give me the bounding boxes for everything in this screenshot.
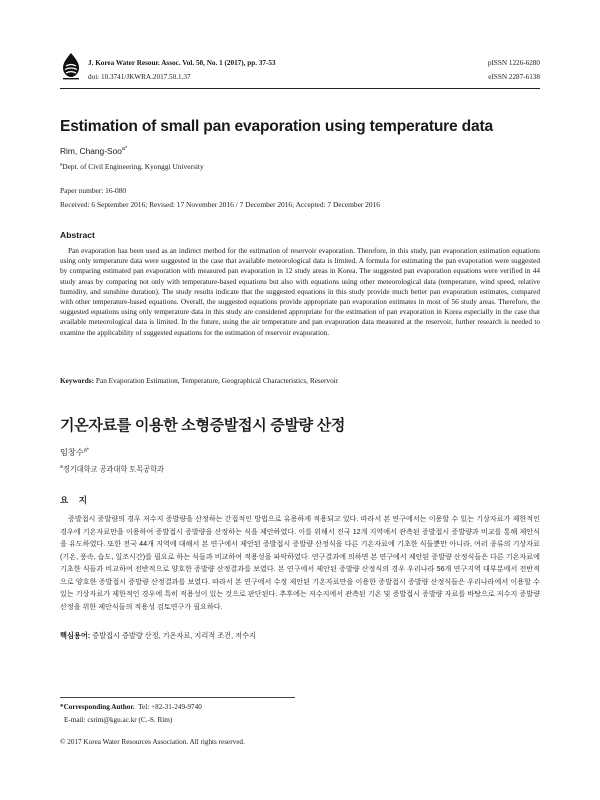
author-mark: a* (121, 146, 128, 153)
korean-title: 기온자료를 이용한 소형증발접시 증발량 산정 (60, 417, 346, 434)
header-divider (60, 88, 540, 89)
paper-number: Paper number: 16-080 (60, 186, 127, 195)
korean-author-name: 임창수 (60, 448, 84, 457)
keywords-text: Pan Evaporation Estimation, Temperature, Geographical Characteristics, Reservoir (95, 376, 339, 385)
received-dates: Received: 6 September 2016; Revised: 17 November 2016 / 7 December 2016; Accepted: 7 December 2016 (60, 200, 380, 209)
eissn-text: eISSN 2287-6138 (488, 73, 540, 81)
korean-keywords-text: 증발접시 증발량 산정, 기온자료, 지리적 조건, 저수지 (92, 631, 256, 640)
pissn-text: pISSN 1226-6280 (487, 59, 540, 67)
affiliation-mark: a (60, 162, 63, 168)
journal-logo-icon (60, 52, 82, 80)
korean-author-mark: a* (83, 447, 89, 454)
corresponding-tel: Tel: +82-31-249-9740 (138, 703, 202, 711)
journal-citation: J. Korea Water Resour. Assoc. Vol. 50, No. 1 (2017), pp. 37-53 (88, 59, 276, 67)
english-title: Estimation of small pan evaporation using temperature data (60, 118, 493, 135)
korean-author (60, 447, 89, 458)
corresponding-label: *Corresponding Author. (60, 703, 135, 711)
corresponding-email[interactable]: E-mail: csrim@kgu.ac.kr (C.-S. Rim) (64, 716, 173, 724)
korean-keywords-label: 핵심용어: (60, 631, 91, 640)
korean-affiliation-mark: a (60, 464, 63, 470)
abstract-text: Pan evaporation has been used as an indirect method for the estimation of reservoir evaporation. Therefore, in this study, pan evaporation estimation equations using only temperature data were suggested in the case that available meteorological data is limited. A formula for estimating the pan evaporation were suggested by comparing estimated pan evaporation with measured pan evaporation in 12 study areas in Korea. The suggested pan evaporation equations were verified in 44 study areas by comparing not only with temperature-based equations but also with equations using other meteorological data (temperature, wind speed, relative humidity, and sunshine duration). The study results indicate that the suggested equations in this study provide much better pan evaporation estimates, compared with other temperature-based equations. Overall, the suggested equations provide appropriate pan evaporation estimates in most of 56 study areas. Therefore, the suggested equations using only temperature data in this study are considered appropriate for the estimation of pan evaporation in Korea especially in the case that available meteorological data is limited. In the future, using the air temperature and pan evaporation data measured at the reservoir, further research is needed to examine the applicability of suggested equations for the estimation of reservoir evaporation. (60, 246, 540, 337)
english-affiliation (60, 162, 204, 171)
footnote-divider (60, 697, 295, 698)
corresponding-author (60, 703, 202, 711)
korean-affiliation-text: 경기대학교 공과대학 토목공학과 (62, 464, 164, 474)
korean-affiliation (60, 464, 164, 474)
summary-text: 증발접시 증발량의 경우 저수지 증발량을 산정하는 간접적인 방법으로 유용하게 적용되고 있다. 따라서 본 연구에서는 이용할 수 있는 기상자료가 제한적인 경우에 기온자료만을 이용하여 증발접시 증발량을 산정하는 식을 제안하였다. 이를 위해서 전국 12개 지역에서 관측된 증발접시 증발량과 비교를 통해 제안식을 유도하였다. 또한 전국 44개 지역에 대해서 본 연구에서 제안된 증발접시 증발량 산정식을 다른 기온자료에 기초한 식들뿐만 아니라, 여러 종류의 기상자료(기온, 풍속, 습도, 일조시간)를 필요로 하는 식들과 비교하여 적용성을 파악하였다. 연구결과에 의하면 본 연구에서 제안된 증발량 산정식들은 다른 기온자료에 기초한 식들과 비교하여 전반적으로 양호한 증발량 산정결과를 보였다. 본 연구에서 제안된 증발량 산정식의 경우 우리나라 56개 연구지역 대부분에서 전반적으로 양호한 증발접시 증발량 산정결과를 보였다. 따라서 본 연구에서 수정 제안된 기온자료만을 이용한 증발접시 증발량 산정식들은 우리나라에서 이용할 수 있는 기상자료가 제한적인 경우에 특히 적용성이 있는 것으로 판단된다. 추후에는 저수지에서 관측된 기온 및 증발접시 증발량 자료를 바탕으로 저수지 증발량 산정을 위한 제안식들의 적용성 검토연구가 필요하다. (60, 515, 540, 611)
abstract-heading: Abstract (60, 230, 95, 240)
keywords-label: Keywords: (60, 376, 95, 385)
korean-keywords (60, 631, 540, 641)
author-name: Rim, Chang-Soo (60, 146, 122, 156)
doi-text[interactable]: doi: 10.3741/JKWRA.2017.50.1.37 (88, 73, 191, 81)
english-author (60, 146, 127, 156)
summary-heading: 요 지 (60, 495, 91, 505)
copyright-notice: © 2017 Korea Water Resources Association. All rights reserved. (60, 738, 245, 746)
english-keywords (60, 376, 540, 385)
affiliation-text: Dept. of Civil Engineering, Kyonggi University (62, 162, 204, 171)
